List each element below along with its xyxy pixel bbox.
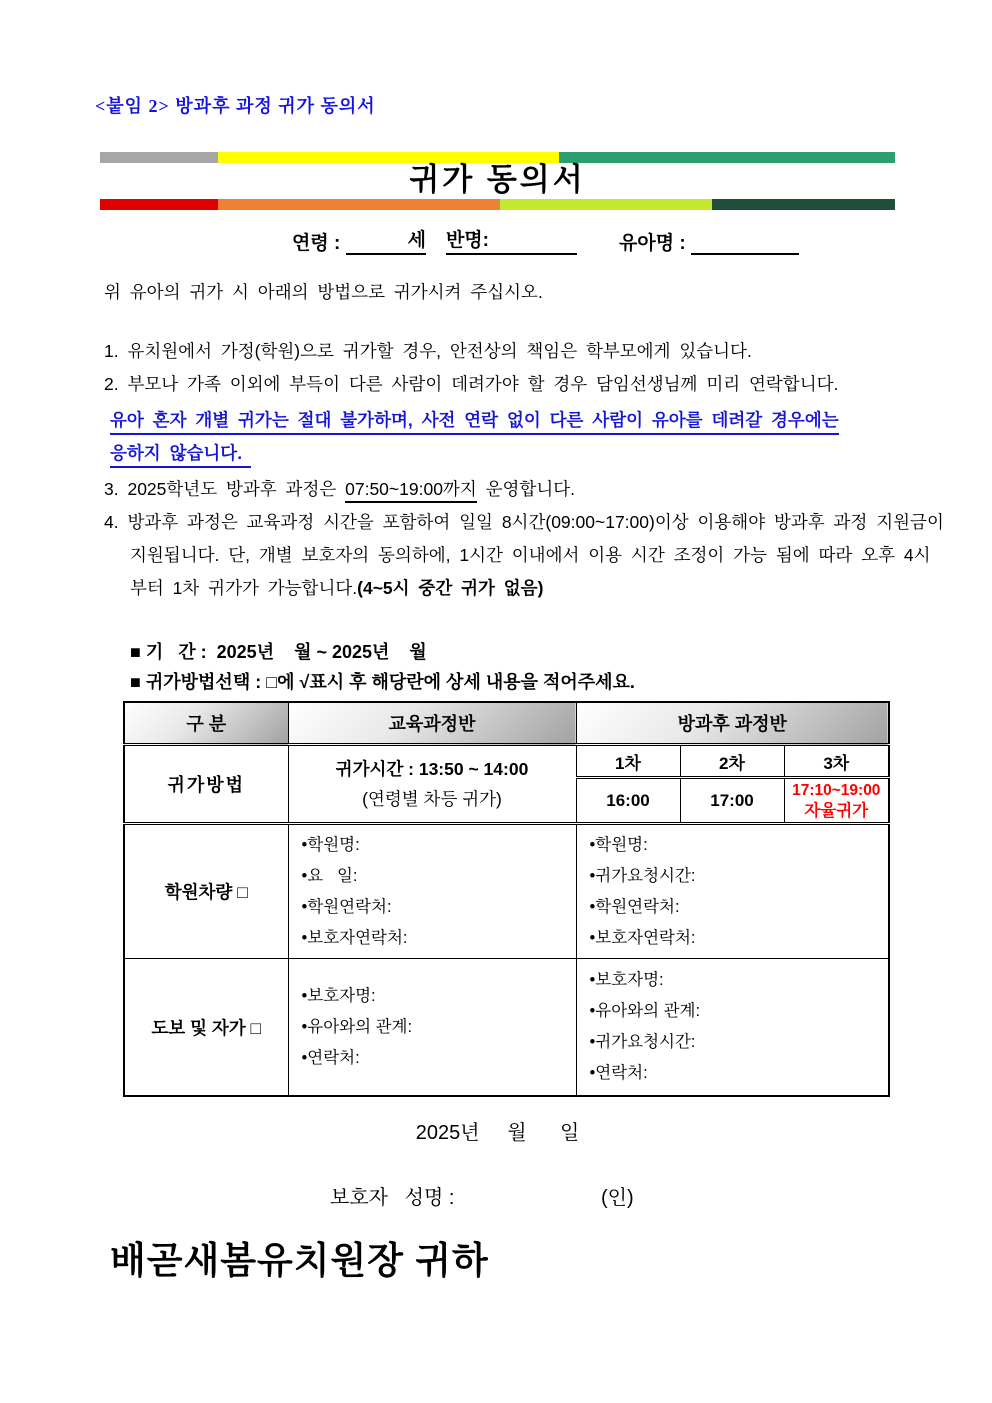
edu-return-time-cell: 귀가시간 : 13:50 ~ 14:00 (연령별 차등 귀가) [288,745,576,824]
academy-row-label: 학원차량 □ [124,824,288,959]
period-line: ■ 기 간 : 2025년 월 ~ 2025년 월 [130,642,427,662]
header-category: 구 분 [124,702,288,745]
rule-item-1: 1. 유치원에서 가정(학원)으로 귀가할 경우, 안전상의 책임은 학부모에게 있습니다. [104,341,752,361]
field-line: •유아와의 관계: [589,1002,701,1020]
class-label: 반명: [445,230,489,251]
return-method-table [123,701,890,1097]
rule-item-2: 2. 부모나 가족 이외에 부득이 다른 사람이 데려가야 할 경우 담임선생님께 미리 연락합니다. [104,374,839,394]
field-line: •연락처: [589,1064,648,1082]
table-header-row [124,702,889,745]
bar-segment-orange [218,199,499,210]
child-info-line [292,221,799,255]
walk-row-label: 도보 및 자가 □ [124,959,288,1097]
bar-segment-yellowgreen [500,199,712,210]
field-line: •학원명: [301,835,360,854]
field-line: •귀가요청시간: [589,1033,696,1051]
academy-afterschool-fields [576,824,889,959]
bar-segment-darkgreen [712,199,895,210]
round-2-header: 2차 [680,745,784,778]
field-line: •연락처: [301,1048,360,1067]
field-line: •학원연락처: [301,897,392,916]
page-title: 귀가 동의서 [409,162,586,197]
round-3-time: 17:10~19:00 자율귀가 [784,778,889,824]
rule-item-4-line3: 부터 1차 귀가가 가능합니다.(4~5시 중간 귀가 없음) [130,578,544,598]
name-label: 유아명 : [619,233,691,254]
intro-line: 위 유아의 귀가 시 아래의 방법으로 귀가시켜 주십시오. [104,282,543,302]
header-afterschool-class: 방과후 과정반 [576,702,889,745]
rule-item-4-line2: 지원됩니다. 단, 개별 보호자의 동의하에, 1시간 이내에서 이용 시간 조정이 가능 됨에 따라 오후 4시 [130,545,931,565]
guardian-name-label: 보호자 성명 : [330,1187,455,1209]
round-1-header: 1차 [576,745,680,778]
round-2-time: 17:00 [680,778,784,824]
method-select-line: ■ 귀가방법선택 : □에 √표시 후 해당란에 상세 내용을 적어주세요. [130,672,635,692]
field-line: •학원연락처: [589,897,680,916]
field-line: •요 일: [301,866,358,885]
no-midway-return-note: (4~5시 중간 귀가 없음) [357,578,544,598]
field-line: •유아와의 관계: [301,1017,413,1036]
field-line: •학원명: [589,835,648,854]
academy-vehicle-row [124,824,889,959]
rule-item-3: 3. 2025학년도 방과후 과정은 07:50~19:00까지 운영합니다. [104,476,575,501]
method-subheader-row [124,745,889,778]
field-line: •보호자연락처: [589,928,696,947]
method-row-label: 귀가방법 [124,745,288,824]
rule-item-4-line1: 4. 방과후 과정은 교육과정 시간을 포함하여 일일 8시간(09:00~17:00)이상 이용해야 방과후 과정 지원금이 [104,512,944,532]
attachment-label: <붙임 2> 방과후 과정 귀가 동의서 [95,96,376,116]
walk-edu-fields [288,959,576,1097]
walk-afterschool-fields [576,959,889,1097]
age-blank-field [346,225,426,255]
seal-mark: (인) [601,1187,634,1209]
warning-line-1: 유아 혼자 개별 귀가는 절대 불가하며, 사전 연락 없이 다른 사람이 유아를 데려갈 경우에는 [110,407,839,432]
recipient-line: 배곧새봄유치원장 귀하 [110,1240,489,1281]
walk-self-row [124,959,889,1097]
round-3-header: 3차 [784,745,889,778]
field-line: •보호자명: [589,971,664,989]
field-line: •귀가요청시간: [589,866,696,885]
round-1-time: 16:00 [576,778,680,824]
bar-segment-red [100,199,218,210]
title-bottom-color-bar [100,199,895,210]
academy-edu-fields [288,824,576,959]
field-line: •보호자연락처: [301,928,408,947]
age-label: 연령 : [292,233,346,254]
name-blank-field [691,225,799,255]
class-blank-field [446,225,577,255]
date-line: 2025년 월 일 [415,1122,580,1144]
age-unit: 세 [407,230,426,251]
field-line: •보호자명: [301,986,376,1005]
header-edu-class: 교육과정반 [288,702,576,745]
warning-line-2: 응하지 않습니다. [110,440,251,465]
operating-hours: 07:50~19:00까지 [345,479,477,503]
